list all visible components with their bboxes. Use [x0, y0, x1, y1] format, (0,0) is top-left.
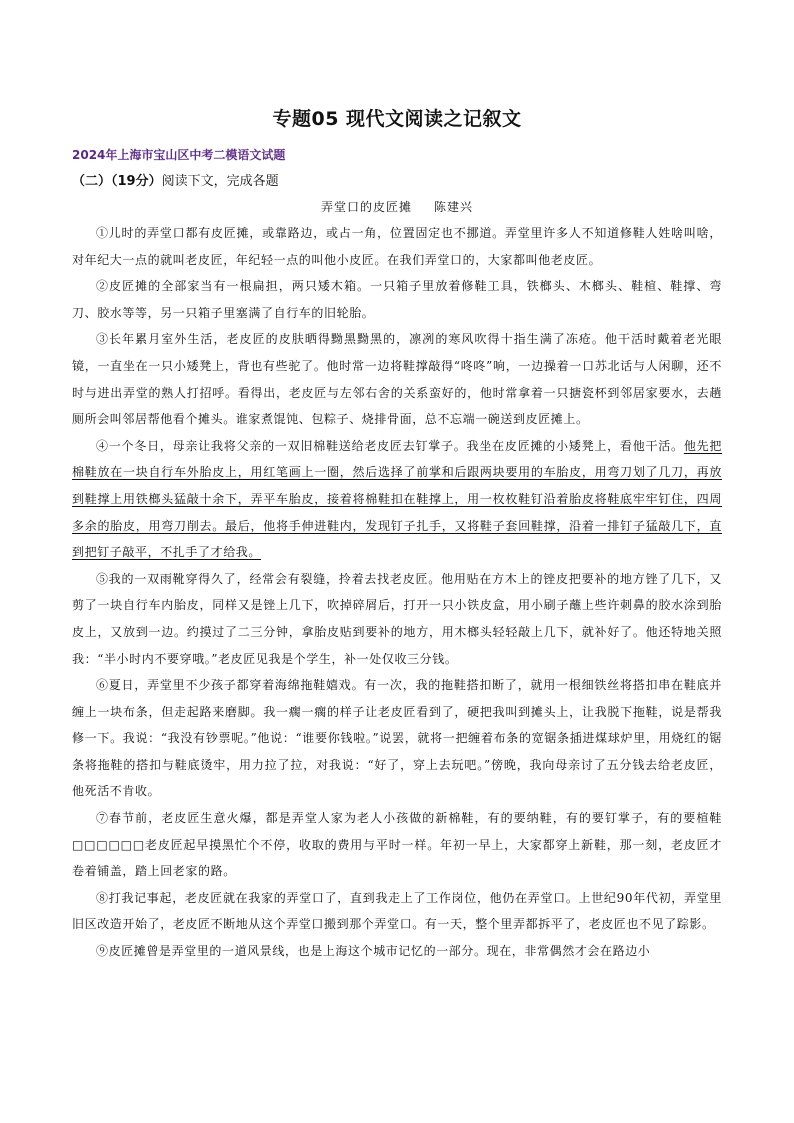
article-body	[72, 220, 722, 965]
paragraph-9: ⑨皮匠摊曾是弄堂里的一道风景线，也是上海这个城市记忆的一部分。现在，非常偶然才会在路边小	[96, 944, 651, 959]
section-instruction: 阅读下文，完成各题	[161, 174, 279, 189]
paragraph-7: ⑦春节前，老皮匠生意火爆，都是弄堂人家为老人小孩做的新棉鞋，有的要纳鞋，有的要钉掌子，有的要楦鞋□□□□□□老皮匠起早摸黑忙个不停，收取的费用与平时一样。年初一早上，大家都穿上新鞋，那一刻，老皮匠才卷着铺盖，踏上回老家的路。	[72, 811, 722, 879]
section-heading	[72, 170, 279, 189]
section-label: （二）（19分）	[72, 174, 162, 189]
paragraph-3: ③长年累月室外生活，老皮匠的皮肤晒得黝黑黝黑的，凛冽的寒风吹得十指生满了冻疮。他干活时戴着老光眼镜，一直坐在一只小矮凳上，背也有些驼了。他时常一边将鞋撑敲得“咚咚”响，一边操着一口苏北话与人闲聊，还不时与进出弄堂的熟人打招呼。看得出，老皮匠与左邻右舍的关系蛮好的，他时常拿着一只搪瓷杯到邻居家要水，去趟厕所会叫邻居帮他看个摊头。谁家煮馄饨、包粽子、烧排骨面，总不忘端一碗送到皮匠摊上。	[72, 332, 722, 427]
article-author: 陈建兴	[434, 200, 474, 214]
document-title: 专题05 现代文阅读之记叙文	[272, 108, 522, 130]
paragraph-2: ②皮匠摊的全部家当有一根扁担，两只矮木箱。一只箱子里放着修鞋工具，铁榔头、木榔头、鞋楦、鞋撑、弯刀、胶水等等，另一只箱子里塞满了自行车的旧轮胎。	[72, 279, 722, 320]
paragraph-4	[72, 433, 722, 566]
article-title: 弄堂口的皮匠摊	[320, 200, 412, 214]
paragraph-1: ①儿时的弄堂口都有皮匠摊，或靠路边，或占一角，位置固定也不挪道。弄堂里许多人不知道修鞋人姓啥叫啥，对年纪大一点的就叫老皮匠，年纪轻一点的叫他小皮匠。在我们弄堂口的，大家都叫他老皮匠。	[72, 226, 722, 267]
paragraph-4-lead: ④一个冬日，母亲让我将父亲的一双旧棉鞋送给老皮匠去钉掌子。我坐在皮匠摊的小矮凳上，看他干活。	[96, 438, 684, 453]
paragraph-8: ⑧打我记事起，老皮匠就在我家的弄堂口了，直到我走上了工作岗位，他仍在弄堂口。上世纪90年代初，弄堂里旧区改造开始了，老皮匠不断地从这个弄堂口搬到那个弄堂口。有一天，整个里弄都拆平了，老皮匠也不见了踪影。	[72, 890, 722, 932]
exam-source: 2024年上海市宝山区中考二模语文试题	[72, 148, 286, 162]
paragraph-5: ⑤我的一双雨靴穿得久了，经常会有裂缝，拎着去找老皮匠。他用贴在方木上的锉皮把要补的地方锉了几下，又剪了一块自行车内胎皮，同样又是锉上几下，吹掉碎屑后，打开一只小铁皮盒，用小刷子蘸上些许刺鼻的胶水涂到胎皮上，又放到一边。约摸过了二三分钟，拿胎皮贴到要补的地方，用木榔头轻轻敲上几下，就补好了。他还特地关照我：“半小时内不要穿哦。”老皮匠见我是个学生，补一处仅收三分钱。	[72, 571, 722, 666]
paragraph-6: ⑥夏日，弄堂里不少孩子都穿着海绵拖鞋嬉戏。有一次，我的拖鞋搭扣断了，就用一根细铁丝将搭扣串在鞋底并缠上一块布条，但走起路来磨脚。我一瘸一瘸的样子让老皮匠看到了，硬把我叫到摊头上，让我脱下拖鞋，说是帮我修一下。我说：“我没有钞票呢。”他说：“谁要你钱啦。”说罢，就将一把缠着布条的宽锯条插进煤球炉里，用烧红的锯条将拖鞋的搭扣与鞋底烫牢，用力拉了拉，对我说：“好了，穿上去玩吧。”傍晚，我向母亲讨了五分钱去给老皮匠，他死活不肯收。	[72, 678, 722, 799]
article-heading	[0, 198, 794, 215]
paragraph-4-underlined-passage: 他先把棉鞋放在一块自行车外胎皮上，用红笔画上一圈，然后选择了前掌和后跟两块要用的车胎皮，用弯刀划了几刀，再放到鞋撑上用铁榔头猛敲十余下，弄平车胎皮，接着将棉鞋扣在鞋撑上，用一枚枚鞋钉沿着胎皮将鞋底牢牢钉住，四周多余的胎皮，用弯刀削去。最后，他将手伸进鞋内，发现钉子扎手，又将鞋子套回鞋撑，沿着一排钉子猛敲几下，直到把钉子敲平，不扎手了才给我。	[72, 438, 722, 560]
